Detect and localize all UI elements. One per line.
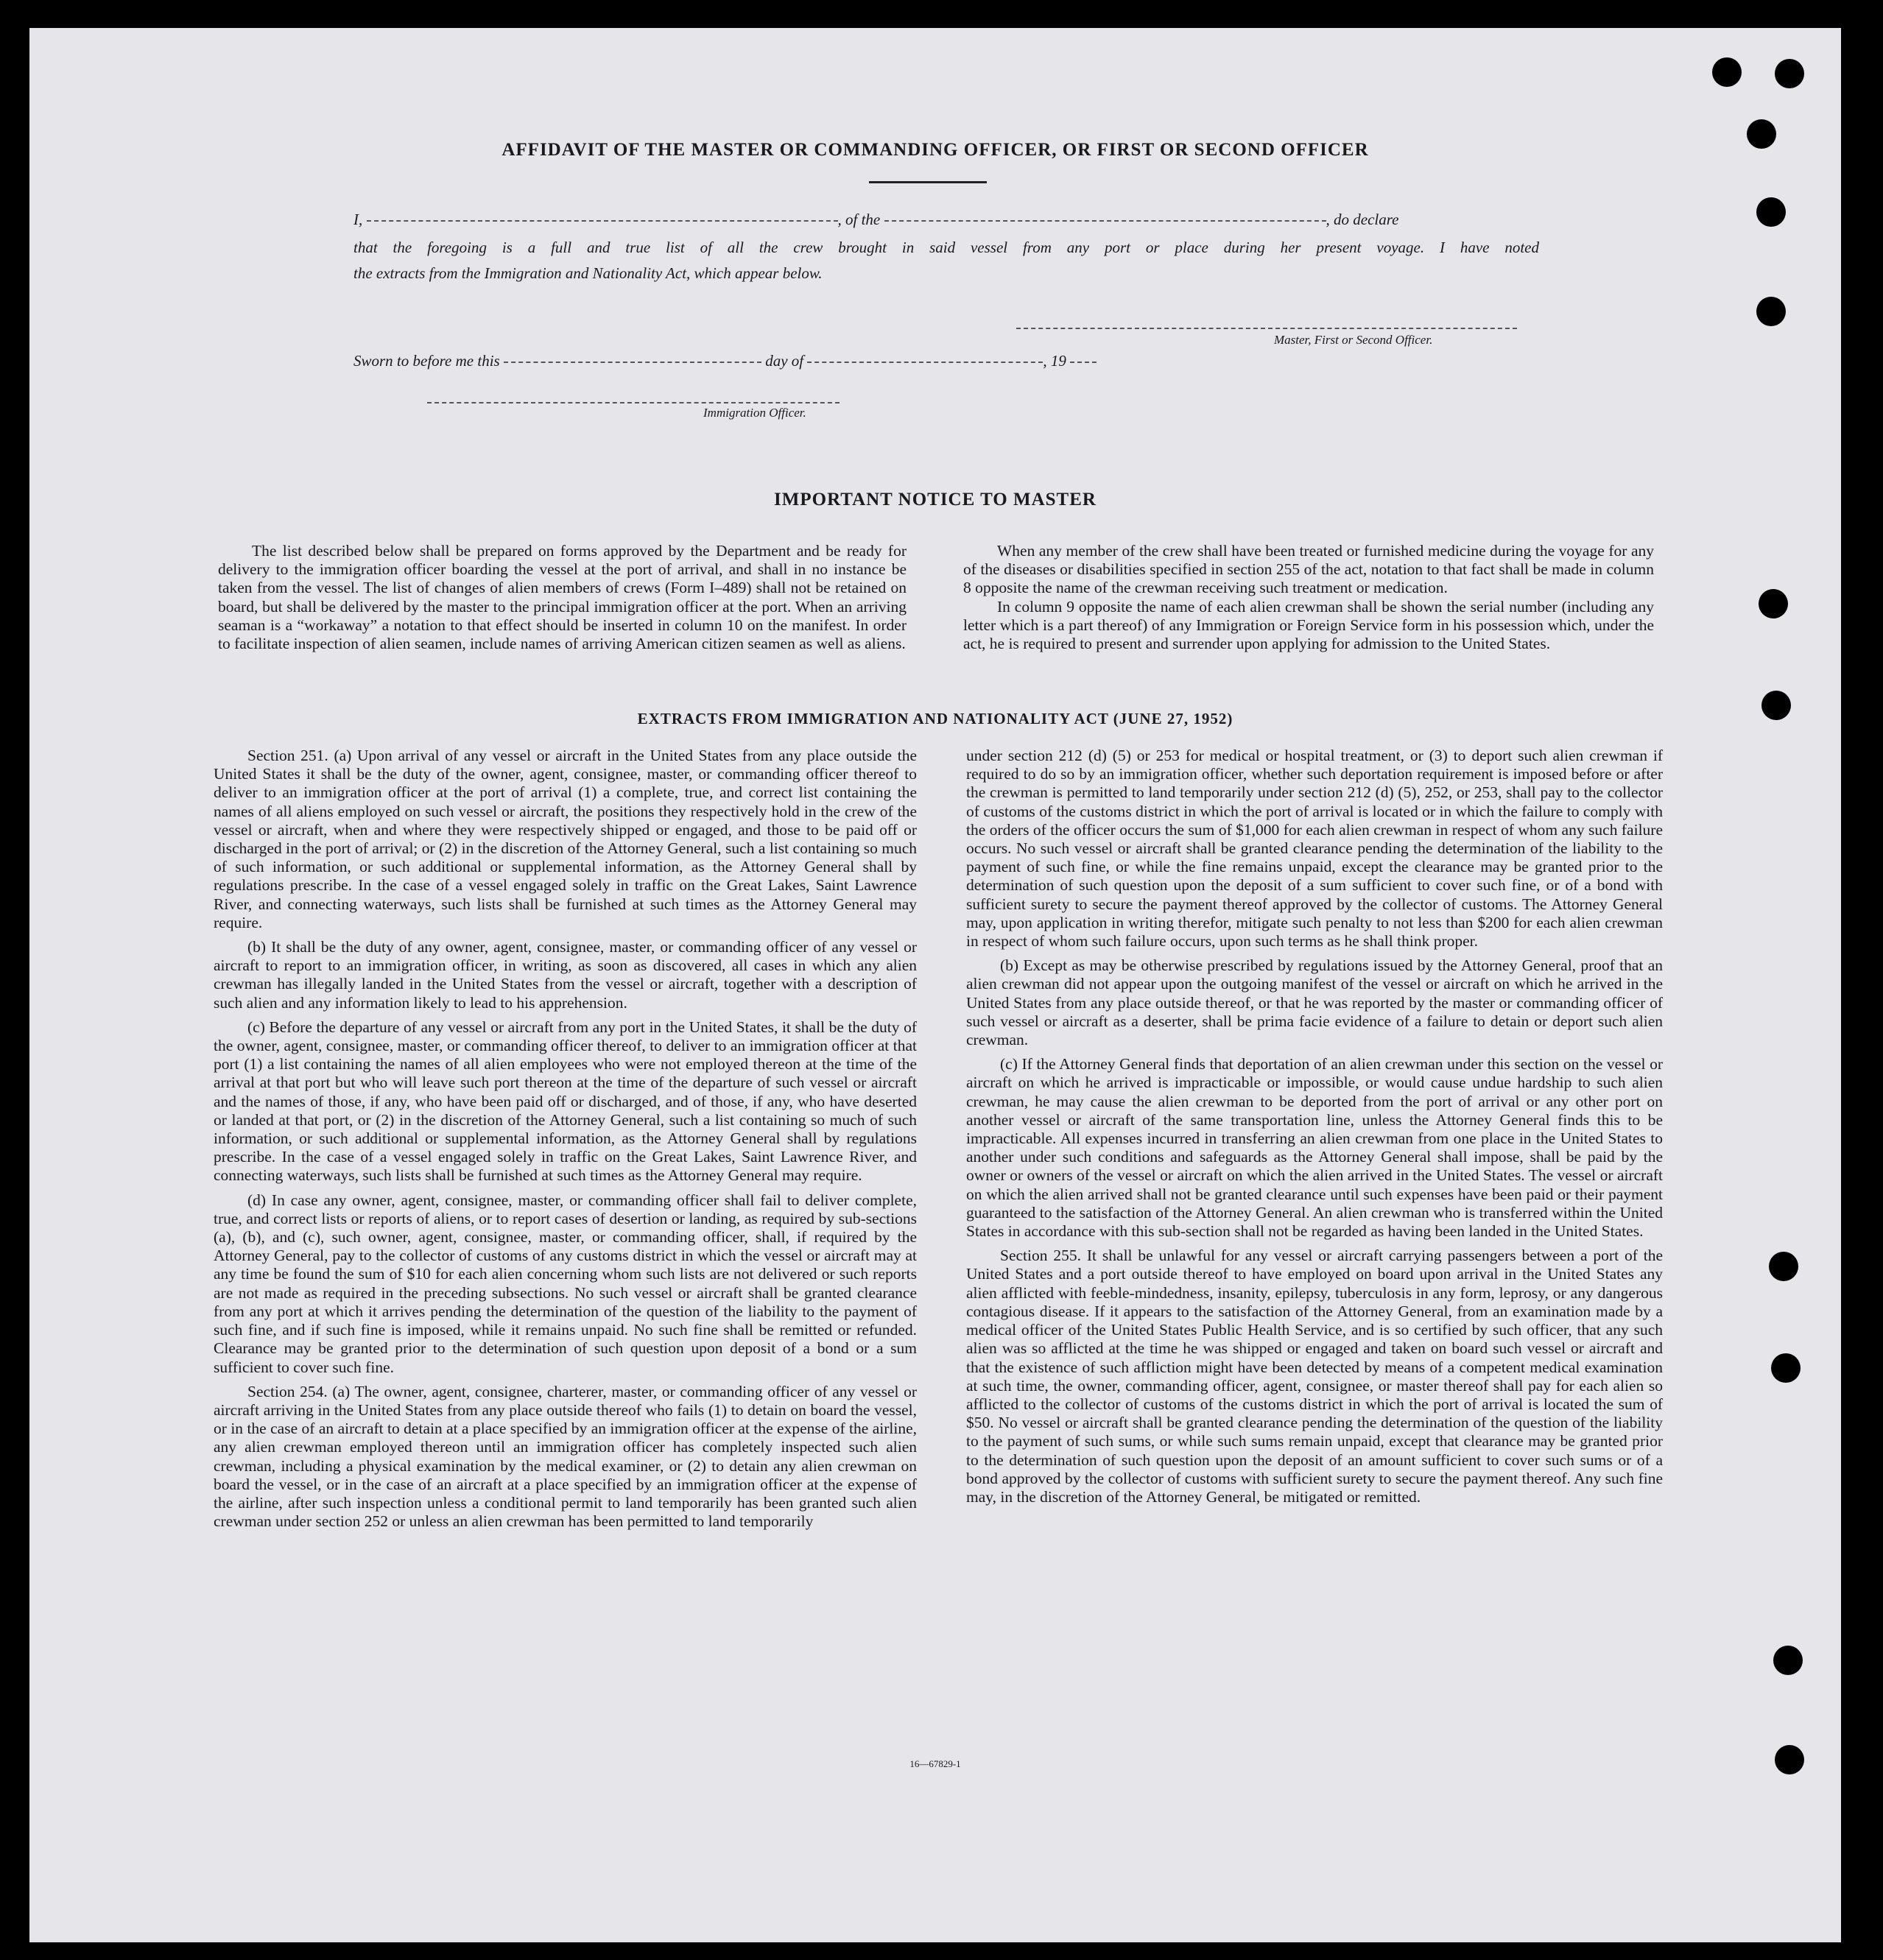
notice-left-paragraph: The list described below shall be prepared on forms approved by the Department and be ready for delivery to the immigration officer boarding the vessel at the port of arrival, and shall in no instance be taken from the vessel. The list of changes of alien members of crews (Form I–489) shall not be retained on board, but shall be delivered by the master to the principal immigration officer at the port. When an arriving seaman is a “workaway” a notation to that effect should be inserted in column 10 on the manifest. In order to facilitate inspection of alien seamen, include names of arriving American citizen seamen as well as aliens. [218,542,907,653]
section-254b: (b) Except as may be otherwise prescribed by regulations issued by the Attorney General, proof that an alien crewman did not appear upon the outgoing manifest of the vessel or aircraft on which he arrived in the United States from any place outside thereof, or that he was reported by the master or commanding officer of such vessel or aircraft as a deserter, shall be prima facie evidence of a failure to detain or deport such alien crewman. [966,956,1663,1049]
sworn-month-field[interactable] [807,362,1043,363]
declaration-line [353,211,1539,229]
day-of-label: day of [765,352,804,370]
section-254a: Section 254. (a) The owner, agent, consignee, charterer, master, or commanding officer of any vessel or aircraft arriving in the United States from any place outside thereof who fails (1) to detain on board the vessel, or in the case of an aircraft to detain at a place specified by an immigration officer at the expense of the airline, any alien crewman employed thereon until an immigration officer has completely inspected such alien crewman, including a physical examination by the medical examiner, or (2) to detain any alien crewman on board the vessel, or in the case of an aircraft at a place specified by an immigration officer at the expense of the airline, after such inspection unless a conditional permit to land temporarily has been granted such alien crewman under section 252 or unless an alien crewman has been permitted to land temporarily [214,1382,917,1531]
section-254c: (c) If the Attorney General finds that deportation of an alien crewman under this section on the vessel or aircraft on which he arrived is impracticable or impossible, or would cause undue hardship to such alien crewman, he may cause the alien crewman to be deported from the port of arrival or any other port on another vessel or aircraft of the same transportation line, unless the Attorney General finds this to be impracticable. All expenses incurred in transferring an alien crewman from one place in the United States to another under such conditions and safeguards as the Attorney General shall impose, shall be paid by the owner or owners of the vessel or aircraft on which the alien arrived in the United States. The vessel or aircraft on which the alien arrived shall not be granted clearance until such expenses have been paid or their payment guaranteed to the satisfaction of the Attorney General. An alien crewman who is transferred within the United States in accordance with this sub-section shall not be regarded as having been landed in the United States. [966,1055,1663,1241]
form-number: 16—67829-1 [909,1758,961,1769]
sworn-line [353,352,1237,370]
affidavit-statement-1: that the foregoing is a full and true list of all the crew brought in said vessel from any port or place during her present voyage. I have noted [353,239,1539,256]
punch-hole [1775,1745,1804,1774]
of-the-label: , of the [837,211,881,228]
section-251b: (b) It shall be the duty of any owner, agent, consignee, master, or commanding officer of any vessel or aircraft to report to an immigration officer, in writing, as soon as discovered, all cases in which any alien crewman has illegally landed in the United States from the vessel or aircraft, together with a description of such alien and any information likely to lead to his apprehension. [214,938,917,1012]
section-251a: Section 251. (a) Upon arrival of any vessel or aircraft in the United States from any place outside the United States it shall be the duty of the owner, agent, consignee, master, or commanding officer thereof to deliver to an immigration officer at the port of arrival (1) a complete, true, and correct list containing the names of all aliens employed on such vessel or aircraft, the positions they respectively hold in the crew of the vessel or aircraft, when and where they were respectively shipped or engaged, and those to be paid off or discharged in the port of arrival; or (2) in the discretion of the Attorney General, such a list containing so much of such information, or such additional or supplemental information, as the Attorney General shall by regulations prescribe. In the case of a vessel engaged solely in traffic on the Great Lakes, Saint Lawrence River, and connecting waterways, such lists shall be furnished at such times as the Attorney General may require. [214,747,917,931]
punch-hole [1712,57,1742,87]
year-label: , 19 [1043,352,1066,370]
sworn-year-field[interactable] [1070,362,1097,363]
punch-hole [1775,59,1804,88]
extracts-right-column [966,747,1663,1512]
punch-hole [1747,119,1776,149]
master-signature-line[interactable] [1016,328,1517,329]
extracts-left-column [214,747,917,1537]
title-rule [869,181,987,183]
officer-signature-line[interactable] [427,402,840,403]
notice-right-column [963,542,1654,659]
extracts-title: EXTRACTS FROM IMMIGRATION AND NATIONALITY ACT (JUNE 27, 1952) [637,710,1233,727]
notice-left-column [218,542,907,659]
notice-right-paragraph-1: When any member of the crew shall have been treated or furnished medicine during the voyage for any of the diseases or disabilities specified in section 255 of the act, notation to that fact shall be made in column 8 opposite the name of the crewman receiving such treatment or medication. [963,542,1654,597]
punch-hole [1759,589,1788,618]
do-declare-label: , do declare [1326,211,1399,228]
punch-hole [1769,1252,1798,1281]
declarant-label: I, [353,211,363,228]
punch-hole [1773,1646,1803,1675]
punch-hole [1756,197,1786,227]
declarant-name-field[interactable] [367,220,838,222]
section-255: Section 255. It shall be unlawful for any vessel or aircraft carrying passengers between a port of the United States and a port outside thereof to have employed on board upon arrival in the United States any alien afflicted with feeble-mindedness, insanity, epilepsy, tuberculosis in any form, leprosy, or any dangerous contagious disease. If it appears to the satisfaction of the Attorney General, from an examination made by a medical officer of the United States Public Health Service, and is so certified by such officer, that any such alien was so afflicted at the time he was shipped or engaged and taken on board such vessel or aircraft and that the existence of such affliction might have been detected by means of a competent medical examination at such time, the owner, commanding officer, agent, consignee, or master thereof shall pay for each alien so afflicted to the collector of customs of the customs district in which the port of arrival is located the sum of $50. No vessel or aircraft shall be granted clearance pending the determination of the question of the liability to the payment of such sums, or while such sums remain unpaid, except that clearance may be granted prior to the determination of such question upon the deposit of an amount sufficient to cover such sums or of a bond approved by the collector of customs with sufficient surety to secure the payment thereof. Any such fine may, in the discretion of the Attorney General, be mitigated or remitted. [966,1247,1663,1506]
notice-right-paragraph-2: In column 9 opposite the name of each alien crewman shall be shown the serial number (including any letter which is a part thereof) of any Immigration or Foreign Service form in his possession which, under the act, he is required to present and surrender upon applying for admission to the United States. [963,597,1654,653]
affidavit-statement-2: the extracts from the Immigration and Nationality Act, which appear below. [353,264,823,282]
master-caption: Master, First or Second Officer. [1274,333,1433,347]
punch-hole [1756,297,1786,326]
vessel-name-field[interactable] [884,220,1326,222]
section-254a-continued: under section 212 (d) (5) or 253 for medical or hospital treatment, or (3) to deport such alien crewman if required to do so by an immigration officer, whether such deportation requirement is imposed before or after the crewman is permitted to land temporarily under section 212 (d) (5), 252, or 253, shall pay to the collector of customs of the customs district in which the port of arrival is located or in which the failure to comply with the orders of the officer occurs the sum of $1,000 for each alien crewman in respect of whom any such failure occurs. No such vessel or aircraft shall be granted clearance pending the determination of the liability to the payment of such fine, or while the fine remains unpaid, except the clearance may be granted prior to the determination of such question upon the deposit of a sum sufficient to cover such fine, or of a bond with sufficient surety to secure the payment thereof approved by the collector of customs. The Attorney General may, upon application in writing therefor, mitigate such penalty to not less than $200 for each alien crewman in respect of whom such failure occurs, upon such terms as he shall think proper. [966,747,1663,951]
officer-caption: Immigration Officer. [703,406,806,420]
section-251d: (d) In case any owner, agent, consignee, master, or commanding officer shall fail to deliver complete, true, and correct lists or reports of aliens, or to report cases of desertion or landing, as required by sub-sections (a), (b), and (c), such owner, agent, consignee, master, or commanding officer, shall, if required by the Attorney General, pay to the collector of customs of any customs district in which the vessel or aircraft may at any time be found the sum of $10 for each alien concerning whom such lists are not delivered or such reports are not made as required in the preceding subsections. No such vessel or aircraft shall be granted clearance from any port at which it arrives pending the determination of the question of the liability to the payment of such fine, and if such fine is imposed, while it remains unpaid. No such fine shall be remitted or refunded. Clearance may be granted prior to the determination of such question upon deposit of a bond or a sum sufficient to cover such fine. [214,1191,917,1376]
notice-title: IMPORTANT NOTICE TO MASTER [774,490,1097,510]
document-page [29,28,1841,1942]
sworn-day-field[interactable] [504,362,761,363]
sworn-label: Sworn to before me this [353,352,500,370]
punch-hole [1771,1353,1801,1383]
section-251c: (c) Before the departure of any vessel or aircraft from any port in the United States, it shall be the duty of the owner, agent, consignee, master, or commanding officer thereof, to deliver to an immigration officer at that port (1) a list containing the names of all alien employees who were not employed thereon at the time of the arrival at that port but who will leave such port thereon at the time of the departure of such vessel or aircraft and the names of those, if any, who have been paid off or discharged, and of those, if any, who have deserted or landed at that port, or (2) in the discretion of the Attorney General, such a list containing so much of such information, or such additional or supplemental information, as the Attorney General shall by regulations prescribe. In the case of a vessel engaged solely in traffic on the Great Lakes, Saint Lawrence River, and connecting waterways, such lists shall be furnished at such times as the Attorney General may require. [214,1018,917,1185]
affidavit-title: AFFIDAVIT OF THE MASTER OR COMMANDING OFFICER, OR FIRST OR SECOND OFFICER [501,140,1369,160]
punch-hole [1761,691,1791,720]
